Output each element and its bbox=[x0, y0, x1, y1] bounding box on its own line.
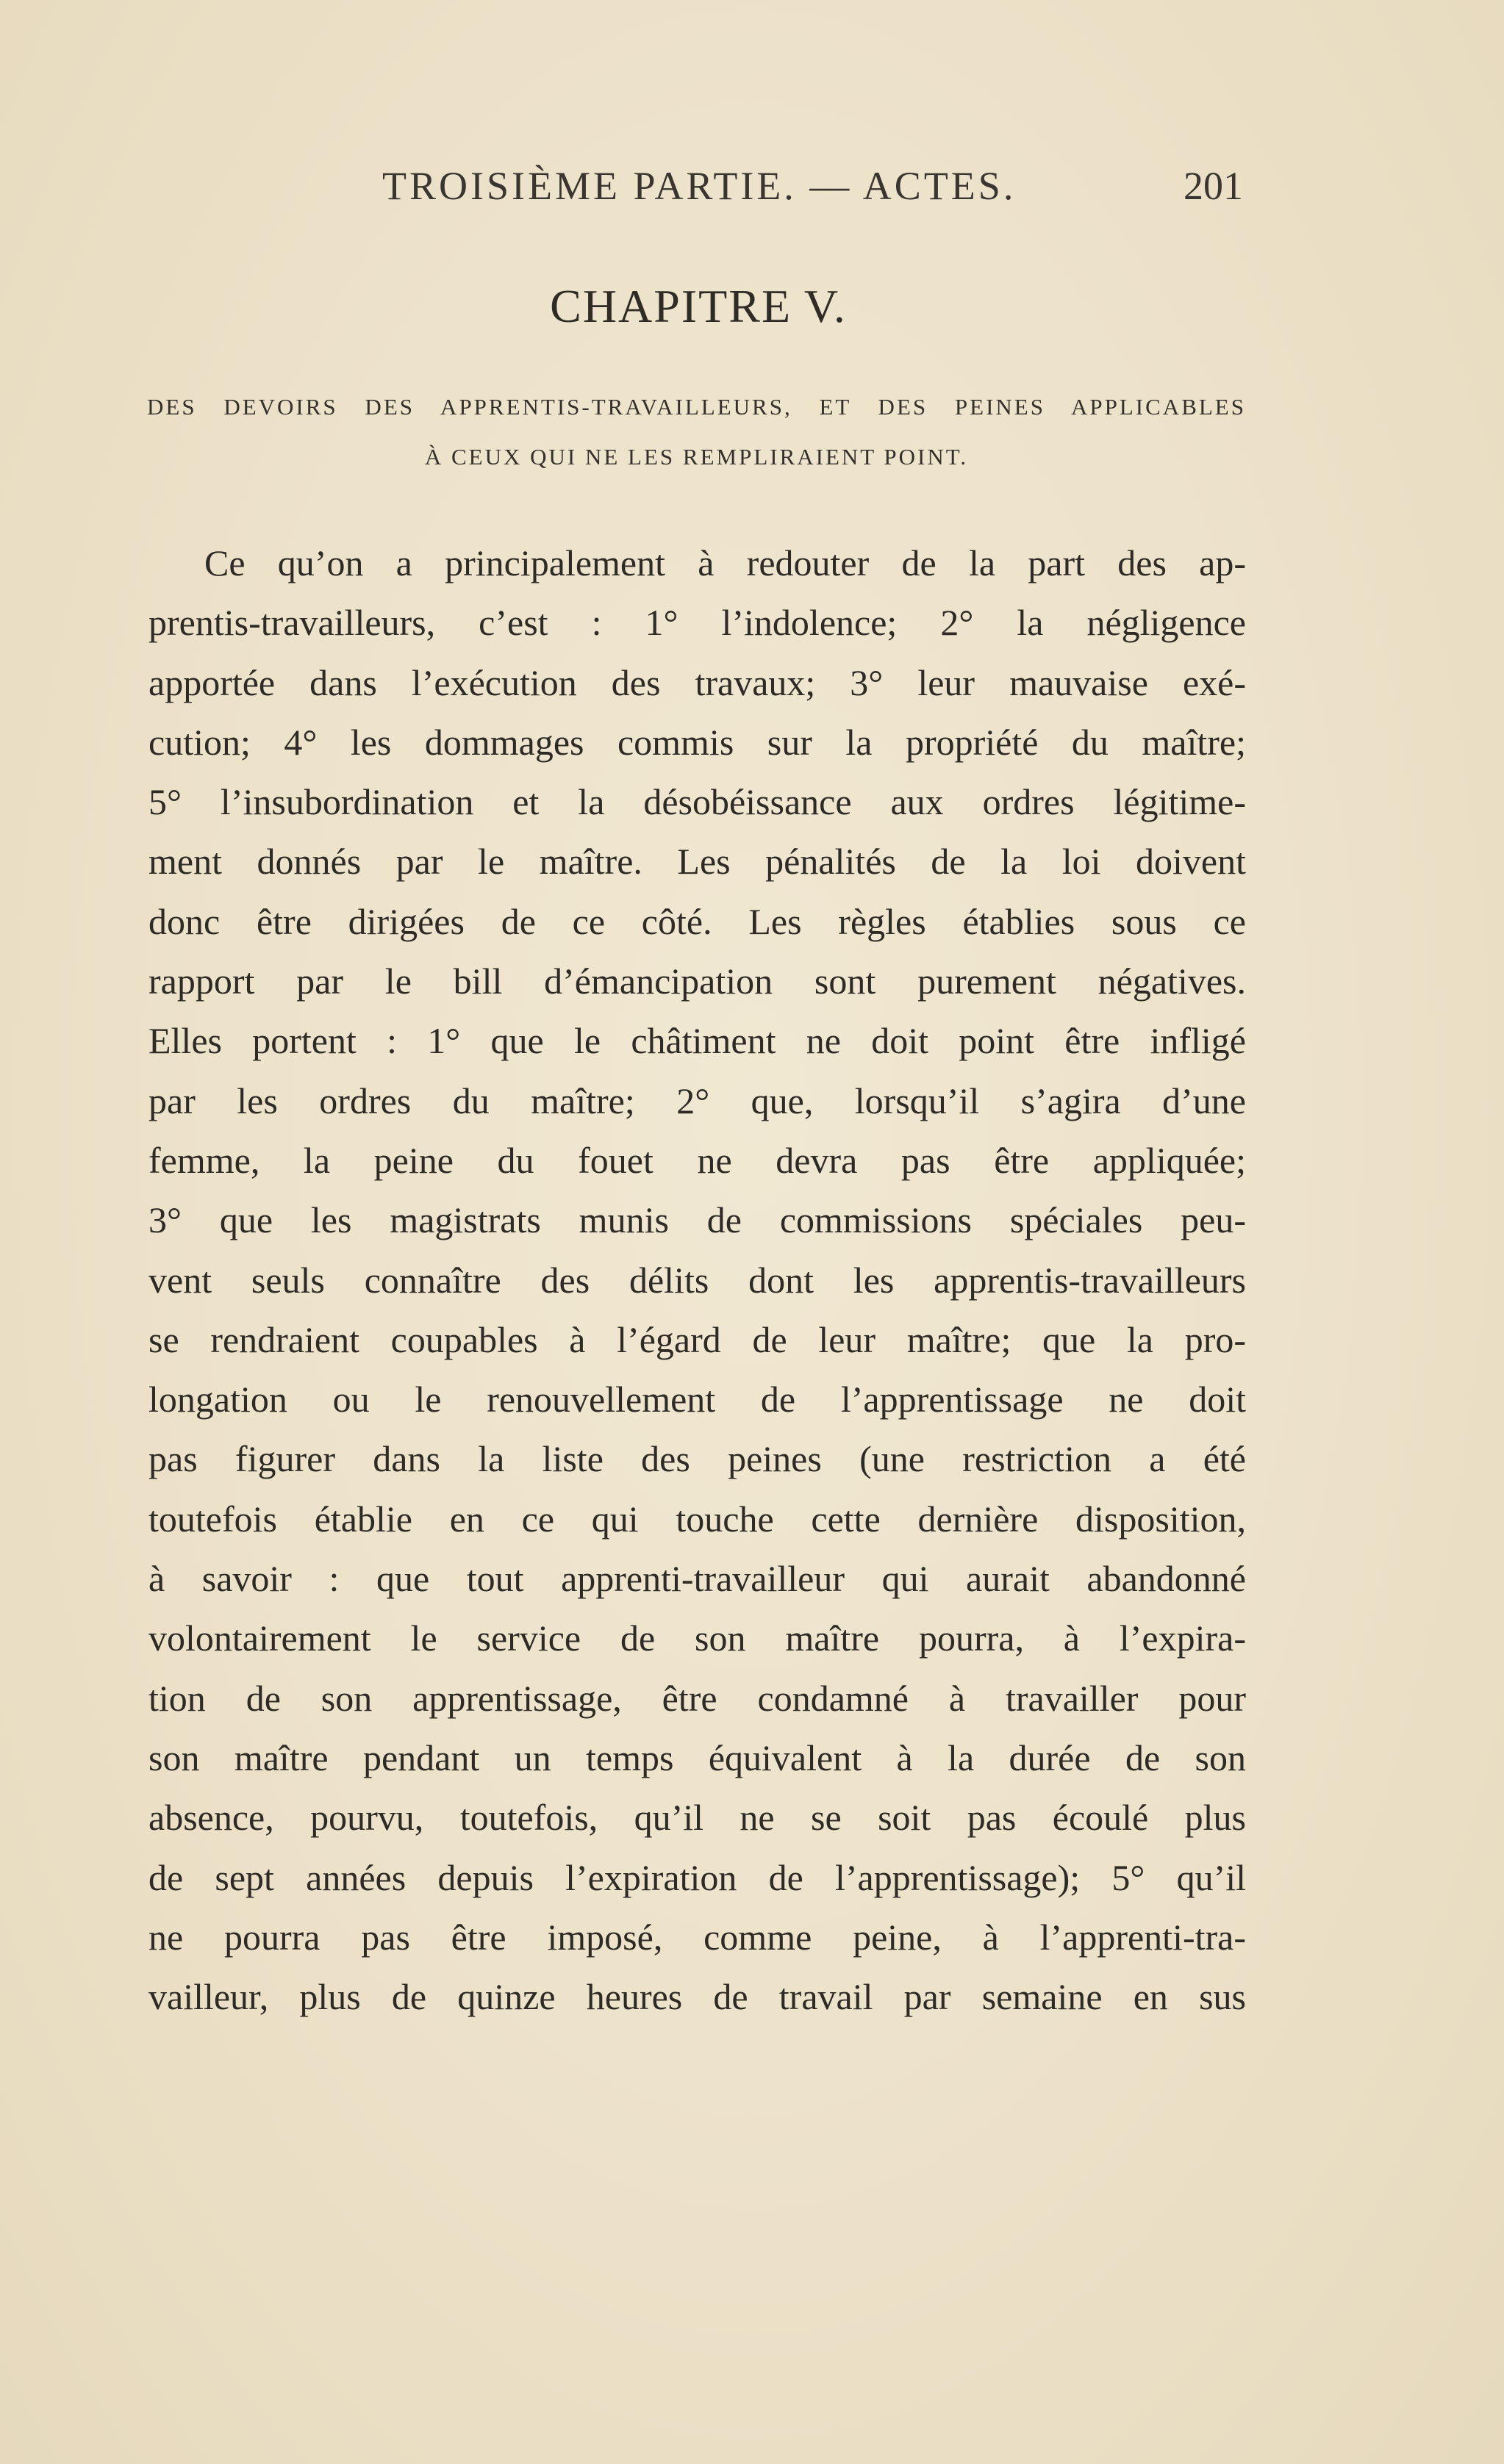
text-line: cution; 4° les dommages commis sur la propriété du maître; bbox=[148, 721, 1246, 763]
text-line: son maître pendant un temps équivalent à la durée de son bbox=[148, 1736, 1246, 1778]
text-line: donc être dirigées de ce côté. Les règles établies sous ce bbox=[148, 900, 1246, 942]
text-line: absence, pourvu, toutefois, qu’il ne se soit pas écoulé plus bbox=[148, 1797, 1246, 1839]
text-line: toutefois établie en ce qui touche cette dernière disposition, bbox=[148, 1498, 1246, 1540]
text-line: par les ordres du maître; 2° que, lorsqu’il s’agira d’une bbox=[148, 1080, 1246, 1121]
chapter-title: CHAPITRE V. bbox=[550, 280, 847, 332]
text-line: prentis-travailleurs, c’est : 1° l’indolence; 2° la négligence bbox=[148, 602, 1246, 644]
text-line: apportée dans l’exécution des travaux; 3° leur mauvaise exé- bbox=[148, 661, 1246, 703]
text-line: ne pourra pas être imposé, comme peine, à l’apprenti-tra- bbox=[148, 1916, 1246, 1958]
chapter-subtitle-line-2: À CEUX QUI NE LES REMPLIRAIENT POINT. bbox=[424, 444, 969, 470]
text-line: vent seuls connaître des délits dont les apprentis-travailleurs bbox=[148, 1259, 1246, 1301]
page-number: 201 bbox=[1183, 164, 1243, 208]
chapter-subtitle bbox=[147, 382, 1246, 482]
text-line: femme, la peine du fouet ne devra pas être appliquée; bbox=[148, 1139, 1246, 1181]
text-line: longation ou le renouvellement de l’apprentissage ne doit bbox=[148, 1379, 1246, 1420]
text-line: à savoir : que tout apprenti-travailleur qui aurait abandonné bbox=[148, 1558, 1246, 1600]
text-line: pas figurer dans la liste des peines (une restriction a été bbox=[148, 1438, 1246, 1480]
running-title: TROISIÈME PARTIE. — ACTES. bbox=[382, 164, 1017, 208]
text-line: volontairement le service de son maître pourra, à l’expira- bbox=[148, 1617, 1246, 1659]
text-line: tion de son apprentissage, être condamné à travailler pour bbox=[148, 1677, 1246, 1719]
chapter-subtitle-line-1: DES DEVOIRS DES APPRENTIS-TRAVAILLEURS, ET DES PEINES APPLICABLES bbox=[147, 394, 1246, 420]
text-line: de sept années depuis l’expiration de l’apprentissage); 5° qu’il bbox=[148, 1856, 1246, 1898]
text-line: ment donnés par le maître. Les pénalités de la loi doivent bbox=[148, 841, 1246, 883]
body-paragraph bbox=[148, 534, 1246, 2027]
text-line: Ce qu’on a principalement à redouter de la part des ap- bbox=[204, 542, 1246, 583]
text-line: 5° l’insubordination et la désobéissance aux ordres légitime- bbox=[148, 781, 1246, 823]
text-line: 3° que les magistrats munis de commissions spéciales peu- bbox=[148, 1199, 1246, 1241]
text-line: Elles portent : 1° que le châtiment ne doit point être infligé bbox=[148, 1020, 1246, 1062]
text-line: se rendraient coupables à l’égard de leur maître; que la pro- bbox=[148, 1318, 1246, 1360]
text-line: vailleur, plus de quinze heures de travail par semaine en sus bbox=[148, 1976, 1246, 2018]
running-head bbox=[147, 163, 1250, 215]
text-line: rapport par le bill d’émancipation sont purement négatives. bbox=[148, 960, 1246, 1002]
